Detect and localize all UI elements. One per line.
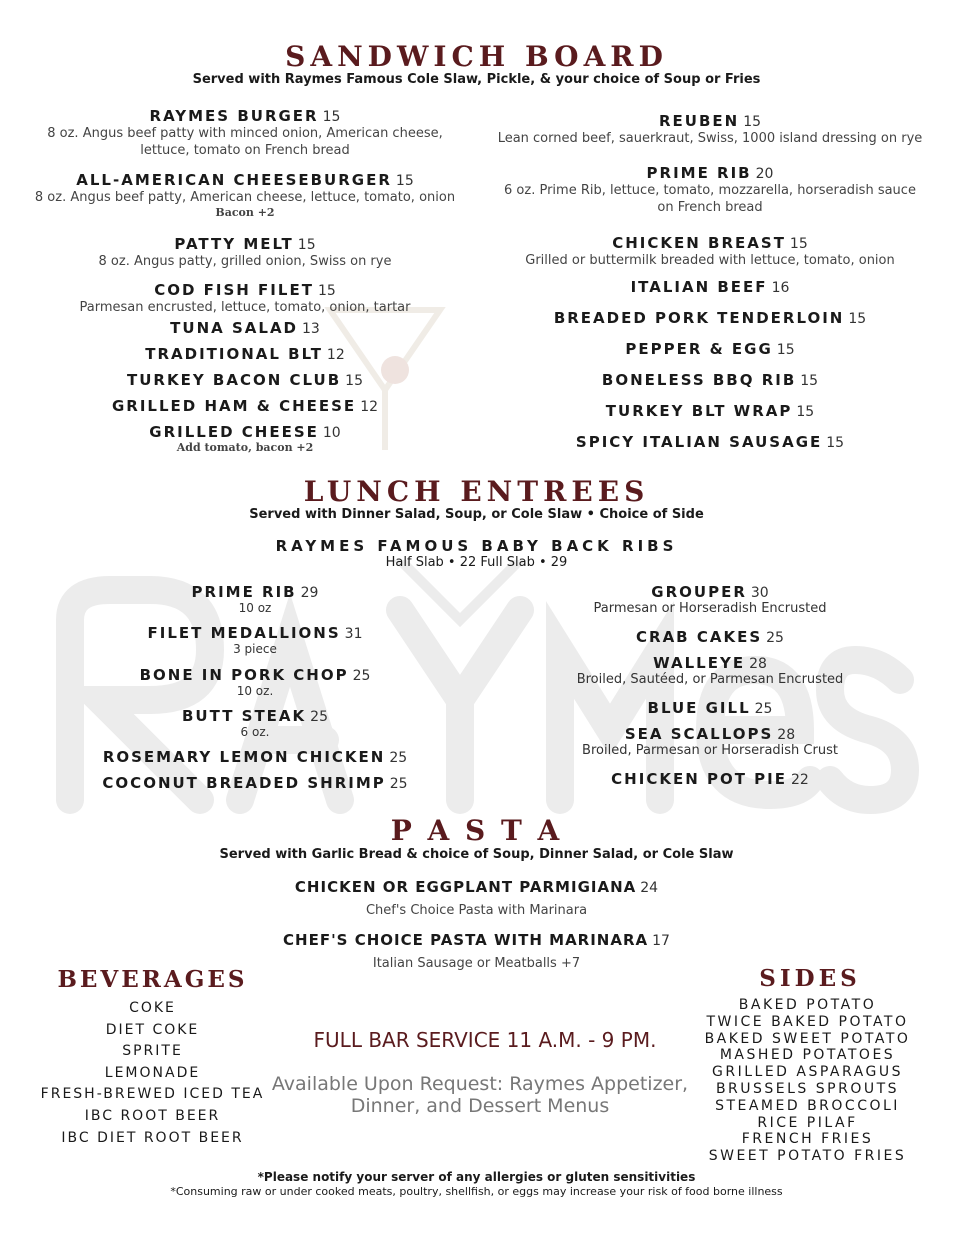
menu-item <box>490 627 930 653</box>
menu-item <box>490 277 930 308</box>
item-name: CRAB CAKES <box>636 628 763 646</box>
menu-item <box>490 724 930 769</box>
side-item: SWEET POTATO FRIES <box>708 1148 907 1165</box>
menu-item <box>30 665 480 706</box>
menu-item <box>20 344 470 370</box>
item-name: PATTY MELT <box>174 235 294 253</box>
menu-item <box>490 401 930 432</box>
item-price: 29 <box>300 585 319 601</box>
menu-item <box>20 318 470 344</box>
beverage-item: LEMONADE <box>104 1064 201 1081</box>
item-price: 15 <box>395 173 414 189</box>
item-name: RAYMES FAMOUS BABY BACK RIBS <box>275 537 678 555</box>
item-price: 17 <box>652 933 670 949</box>
beverage-item: SPRITE <box>122 1043 183 1060</box>
menu-item <box>490 582 930 627</box>
menu-item <box>490 163 930 233</box>
beverage-item: DIET COKE <box>105 1021 200 1038</box>
menu-item <box>490 339 930 370</box>
item-note: 10 oz. <box>236 684 274 698</box>
item-price: 15 <box>743 114 762 130</box>
side-item: MASHED POTATOES <box>719 1047 896 1064</box>
pasta-list <box>0 877 953 972</box>
item-price: 25 <box>389 776 408 792</box>
menu-item <box>20 106 470 166</box>
item-name: SPICY ITALIAN SAUSAGE <box>575 433 823 451</box>
beverage-item: FRESH-BREWED ICED TEA <box>40 1086 265 1103</box>
item-desc: Parmesan encrusted, lettuce, tomato, onion, tartar <box>79 300 411 315</box>
side-item: BRUSSELS SPROUTS <box>715 1080 900 1097</box>
item-price: 20 <box>755 166 774 182</box>
menu-item <box>30 582 480 623</box>
sandwich-right-column <box>490 111 930 451</box>
bar-service-note: FULL BAR SERVICE 11 A.M. - 9 PM. <box>313 1028 657 1052</box>
item-price: 24 <box>640 880 659 896</box>
item-name: TRADITIONAL BLT <box>145 345 323 363</box>
ribs-item <box>0 537 953 570</box>
item-name: FILET MEDALLIONS <box>147 624 341 642</box>
item-name: SEA SCALLOPS <box>624 725 774 743</box>
item-name: TURKEY BACON CLUB <box>127 371 342 389</box>
item-name: CHICKEN POT PIE <box>611 770 787 788</box>
item-price: 10 <box>322 425 341 441</box>
item-name: GRILLED CHEESE <box>149 423 319 441</box>
sandwich-left-column <box>20 106 470 454</box>
menu-item <box>490 370 930 401</box>
item-name: GROUPER <box>651 583 747 601</box>
menu-item <box>30 623 480 665</box>
item-name: COD FISH FILET <box>154 281 314 299</box>
item-name: REUBEN <box>658 112 740 130</box>
item-name: PRIME RIB <box>646 164 752 182</box>
side-item: RICE PILAF <box>757 1114 858 1131</box>
item-price: 15 <box>800 373 819 389</box>
item-price: 15 <box>796 404 815 420</box>
side-item: BAKED SWEET POTATO <box>704 1030 911 1047</box>
lunch-right-column <box>490 582 930 788</box>
menu-item <box>30 747 480 773</box>
item-note: 6 oz. <box>240 725 270 739</box>
item-desc: Italian Sausage or Meatballs +7 <box>372 956 581 971</box>
item-price: Half Slab • 22 Full Slab • 29 <box>385 555 568 570</box>
item-note: 10 oz <box>238 601 272 615</box>
item-name: RAYMES BURGER <box>149 107 319 125</box>
item-name: CHEF'S CHOICE PASTA WITH MARINARA <box>283 931 649 949</box>
lunch-left-column <box>30 582 480 792</box>
item-desc: 6 oz. Prime Rib, lettuce, tomato, mozzarella, horseradish sauce <box>504 183 916 198</box>
menu-item <box>20 234 470 280</box>
item-price: 15 <box>322 109 341 125</box>
menu-item <box>490 432 930 451</box>
item-price: 15 <box>826 435 845 451</box>
beverage-item: COKE <box>129 1000 176 1016</box>
sandwich-board-title: SANDWICH BOARD <box>285 40 668 73</box>
item-price: 22 <box>791 772 809 788</box>
item-note: Parmesan or Horseradish Encrusted <box>593 601 827 616</box>
item-price: 15 <box>789 236 808 252</box>
item-desc: lettuce, tomato on French bread <box>140 143 350 158</box>
item-name: BONE IN PORK CHOP <box>139 666 349 684</box>
menu-item <box>490 698 930 724</box>
menu-item <box>30 773 480 792</box>
item-name: TURKEY BLT WRAP <box>605 402 793 420</box>
item-price: 25 <box>389 750 408 766</box>
beverage-item: IBC ROOT BEER <box>84 1107 221 1124</box>
item-price: 15 <box>297 237 316 253</box>
side-item: FRENCH FRIES <box>741 1131 874 1148</box>
item-name: TUNA SALAD <box>170 319 298 337</box>
menu-item <box>20 280 470 318</box>
item-name: ROSEMARY LEMON CHICKEN <box>102 748 386 766</box>
item-note: Add tomato, bacon +2 <box>176 441 314 454</box>
item-name: WALLEYE <box>653 654 746 672</box>
side-item: STEAMED BROCCOLI <box>715 1097 900 1114</box>
menu-item <box>0 877 953 930</box>
menu-item <box>20 370 470 396</box>
beverage-item: IBC DIET ROOT BEER <box>61 1129 244 1146</box>
item-name: BREADED PORK TENDERLOIN <box>553 309 845 327</box>
side-item: BAKED POTATO <box>738 997 877 1013</box>
item-price: 30 <box>750 585 769 601</box>
item-desc: 8 oz. Angus beef patty with minced onion, American cheese, <box>47 126 443 141</box>
lunch-entrees-subtitle: Served with Dinner Salad, Soup, or Cole Slaw • Choice of Side <box>249 507 704 522</box>
item-desc: on French bread <box>657 200 763 215</box>
item-note: Bacon +2 <box>215 206 275 219</box>
item-price: 28 <box>749 656 767 672</box>
item-name: CHICKEN BREAST <box>612 234 786 252</box>
item-price: 15 <box>776 342 795 358</box>
item-desc: Chef's Choice Pasta with Marinara <box>365 903 588 918</box>
menu-item <box>490 308 930 339</box>
item-name: ALL-AMERICAN CHEESEBURGER <box>76 171 392 189</box>
item-desc: Lean corned beef, sauerkraut, Swiss, 1000 island dressing on rye <box>497 131 923 146</box>
side-item: TWICE BAKED POTATO <box>706 1013 909 1030</box>
item-note: 3 piece <box>233 642 277 656</box>
menu-item <box>490 111 930 163</box>
item-note: Broiled, Parmesan or Horseradish Crust <box>582 743 838 758</box>
sandwich-board-subtitle: Served with Raymes Famous Cole Slaw, Pickle, & your choice of Soup or Fries <box>192 72 761 87</box>
item-price: 31 <box>344 626 363 642</box>
item-name: GRILLED HAM & CHEESE <box>111 397 357 415</box>
item-price: 13 <box>302 321 320 337</box>
raw-food-notice: *Consuming raw or under cooked meats, poultry, shellfish, or eggs may increase your risk of food borne illness <box>170 1185 783 1198</box>
menu-item <box>20 396 470 422</box>
item-price: 28 <box>777 727 796 743</box>
item-name: BUTT STEAK <box>182 707 307 725</box>
item-price: 12 <box>326 347 345 363</box>
item-name: PEPPER & EGG <box>625 340 773 358</box>
item-name: PRIME RIB <box>191 583 297 601</box>
item-price: 12 <box>360 399 379 415</box>
item-price: 15 <box>848 311 867 327</box>
menu-item <box>20 422 470 454</box>
menu-item <box>20 166 470 234</box>
item-price: 25 <box>754 701 773 717</box>
item-desc: Grilled or buttermilk breaded with lettuce, tomato, onion <box>525 253 895 268</box>
item-desc: 8 oz. Angus patty, grilled onion, Swiss on rye <box>98 254 392 269</box>
menu-item <box>490 653 930 698</box>
menu-item <box>490 233 930 277</box>
request-note-line: Available Upon Request: Raymes Appetizer, <box>271 1073 689 1095</box>
item-price: 15 <box>345 373 363 389</box>
item-note: Broiled, Sautéed, or Parmesan Encrusted <box>576 672 844 687</box>
item-desc: 8 oz. Angus beef patty, American cheese, lettuce, tomato, onion <box>34 190 456 205</box>
item-name: BLUE GILL <box>647 699 751 717</box>
beverages-list <box>30 998 275 1149</box>
lunch-entrees-title: LUNCH ENTREES <box>303 475 650 508</box>
item-price: 25 <box>766 630 784 646</box>
item-name: COCONUT BREADED SHRIMP <box>102 774 386 792</box>
item-price: 16 <box>771 280 790 296</box>
item-price: 25 <box>310 709 328 725</box>
item-name: CHICKEN OR EGGPLANT PARMIGIANA <box>294 878 637 896</box>
menu-item <box>490 769 930 788</box>
request-note <box>270 1073 690 1117</box>
item-price: 15 <box>317 283 336 299</box>
request-note-line: Dinner, and Dessert Menus <box>350 1095 610 1117</box>
item-name: ITALIAN BEEF <box>630 278 768 296</box>
side-item: GRILLED ASPARAGUS <box>712 1064 903 1081</box>
allergy-notice: *Please notify your server of any allergies or gluten sensitivities <box>257 1170 696 1184</box>
item-price: 25 <box>352 668 371 684</box>
pasta-title: P A S T A <box>390 814 563 847</box>
sides-title: SIDES <box>759 965 861 992</box>
sides-list <box>695 997 920 1165</box>
beverages-title: BEVERAGES <box>57 966 248 993</box>
item-name: BONELESS BBQ RIB <box>601 371 797 389</box>
pasta-subtitle: Served with Garlic Bread & choice of Soup, Dinner Salad, or Cole Slaw <box>219 847 734 862</box>
menu-item <box>30 706 480 747</box>
